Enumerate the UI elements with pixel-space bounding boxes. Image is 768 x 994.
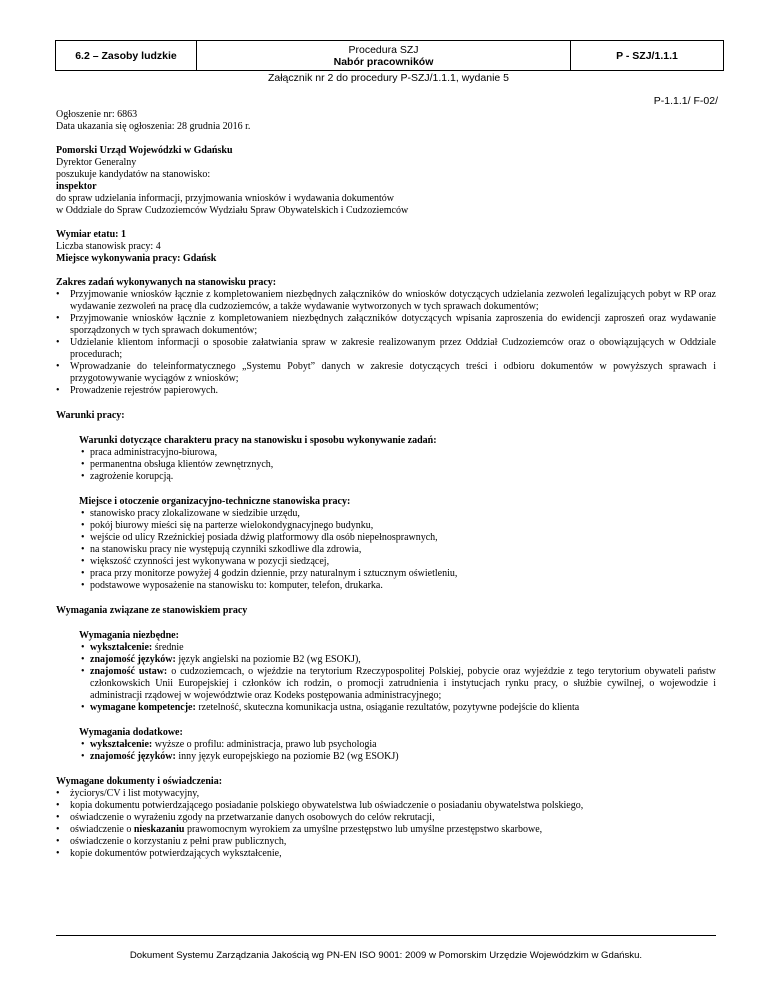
documents-list [56,788,716,860]
task-item: • Wprowadzanie do teleinformatycznego „Systemu Pobyt” danych w zakresie dotyczących treści i odbioru dokumentów w powyższych sprawach i przygotowywanie wyciągów z wniosków; [56,361,716,385]
required-item: • znajomość języków: język angielski na poziomie B2 (wg ESOKJ), [79,654,716,666]
document-item: • kopie dokumentów potwierdzających wykształcenie, [56,848,716,860]
position-duty: do spraw udzielania informacji, przyjmowania wniosków i wydawania dokumentów [56,193,394,204]
additional-item: • znajomość języków: inny język europejskiego na poziomie B2 (wg ESOKJ) [79,751,716,763]
office-role: Dyrektor Generalny [56,157,137,168]
document-body [56,109,716,860]
task-item: • Prowadzenie rejestrów papierowych. [56,385,716,397]
required-heading: Wymagania niezbędne: [79,630,179,641]
position-department: w Oddziale do Spraw Cudzoziemców Wydziału Spraw Obywatelskich i Cudzoziemców [56,205,409,216]
document-item: • oświadczenie o nieskazaniu prawomocnym wyrokiem za umyślne przestępstwo lub umyślne przestępstwo skarbowe, [56,824,716,836]
documents-heading: Wymagane dokumenty i oświadczenia: [56,776,223,787]
character-item: • permanentna obsługa klientów zewnętrznych, [79,459,716,471]
header-title: Nabór pracowników [333,55,434,68]
office-seeks: poszukuje kandydatów na stanowisko: [56,169,211,180]
character-list [79,447,716,483]
document-item: • oświadczenie o wyrażeniu zgody na przetwarzanie danych osobowych do celów rekrutacji, [56,812,716,824]
footer-text: Dokument Systemu Zarządzania Jakością wg PN-EN ISO 9001: 2009 w Pomorskim Urzędzie Wojewódzkim w Gdańsku. [129,950,643,961]
character-item: • praca administracyjno-biurowa, [79,447,716,459]
character-section [79,435,716,592]
header-procedure: Procedura SZJ [348,43,419,56]
character-heading: Warunki dotyczące charakteru pracy na stanowisku i sposobu wykonywanie zadań: [79,435,437,446]
environment-item: • większość czynności jest wykonywana w pozycji siedzącej, [79,556,716,568]
office-name: Pomorski Urząd Wojewódzki w Gdańsku [56,145,233,156]
environment-item: • podstawowe wyposażenie na stanowisku to: komputer, telefon, drukarka. [79,580,716,592]
form-number: P-1.1.1/ F-02/ [653,95,718,107]
tasks-heading: Zakres zadań wykonywanych na stanowisku pracy: [56,277,277,288]
position-title: inspektor [56,181,97,192]
task-item: • Udzielanie klientom informacji o sposobie załatwiania spraw w zakresie realizowanym przez Oddział Cudzoziemców oraz o obowiązujących w Oddziale procedurach; [56,337,716,361]
header-procedure-block [197,41,571,70]
environment-heading: Miejsce i otoczenie organizacyjno-techniczne stanowiska pracy: [79,496,351,507]
announcement-number: Ogłoszenie nr: 6863 [56,109,138,120]
header-attachment: Załącznik nr 2 do procedury P-SZJ/1.1.1, wydanie 5 [267,72,510,84]
task-item: • Przyjmowanie wniosków łącznie z kompletowaniem niezbędnych załączników dotyczących wpisania zaproszenia do ewidencji zaproszeń oraz wydawanie sporządzonych w tych sprawach dokumentów; [56,313,716,337]
header-code: P - SZJ/1.1.1 [616,49,678,62]
document-item: • kopia dokumentu potwierdzającego posiadanie polskiego obywatelstwa lub oświadczenie o posiadaniu obywatelstwa polskiego, [56,800,716,812]
environment-item: • na stanowisku pracy nie występują czynniki szkodliwe dla zdrowia, [79,544,716,556]
additional-heading: Wymagania dodatkowe: [79,727,183,738]
environment-item: • praca przy monitorze powyżej 4 godzin dziennie, przy naturalnym i sztucznym oświetleniu, [79,568,716,580]
header-section: 6.2 – Zasoby ludzkie [56,41,197,70]
required-item: • wykształcenie: średnie [79,642,716,654]
environment-list [79,508,716,592]
required-item: • znajomość ustaw: o cudzoziemcach, o wjeździe na terytorium Rzeczypospolitej Polskiej, pobycie oraz wyjeździe z tego terytorium obywateli państw członkowskich Unii Europejskiej i członków ich rodzin, o promocji zatrudnienia i instytucjach rynku pracy, o służbie cywilnej, o wojewodzie i administracji rządowej w województwie oraz Kodeks postępowania administracyjnego; [79,666,716,702]
additional-item: • wykształcenie: wyższe o profilu: administracja, prawo lub psychologia [79,739,716,751]
footer-divider [56,935,716,936]
required-item: • wymagane kompetencje: rzetelność, skuteczna komunikacja ustna, osiąganie rezultatów, pozytywne podejście do klienta [79,702,716,714]
requirements-heading: Wymagania związane ze stanowiskiem pracy [56,605,248,616]
character-item: • zagrożenie korupcją. [79,471,716,483]
announcement-date: Data ukazania się ogłoszenia: 28 grudnia 2016 r. [56,121,251,132]
tasks-list [56,289,716,397]
conditions-heading: Warunki pracy: [56,410,125,421]
job-location: Miejsce wykonywania pracy: Gdańsk [56,253,217,264]
environment-item: • wejście od ulicy Rzeźnickiej posiada dźwig platformowy dla osób niepełnosprawnych, [79,532,716,544]
task-item: • Przyjmowanie wniosków łącznie z kompletowaniem niezbędnych załączników do wniosków dotyczących udzielania zezwoleń legalizujących pobyt w RP oraz wydawanie zezwoleń na pracę dla cudzoziemców, a także wydawanie wytworzonych w tych sprawach dokumentów; [56,289,716,313]
job-count: Liczba stanowisk pracy: 4 [56,241,161,252]
environment-item: • stanowisko pracy zlokalizowane w siedzibie urzędu, [79,508,716,520]
environment-item: • pokój biurowy mieści się na parterze wielokondygnacyjnego budynku, [79,520,716,532]
additional-list [79,739,716,763]
job-fte: Wymiar etatu: 1 [56,229,126,240]
document-header [55,40,724,71]
document-item: • oświadczenie o korzystaniu z pełni praw publicznych, [56,836,716,848]
document-item: • życiorys/CV i list motywacyjny, [56,788,716,800]
required-section [79,630,716,763]
required-list [79,642,716,714]
